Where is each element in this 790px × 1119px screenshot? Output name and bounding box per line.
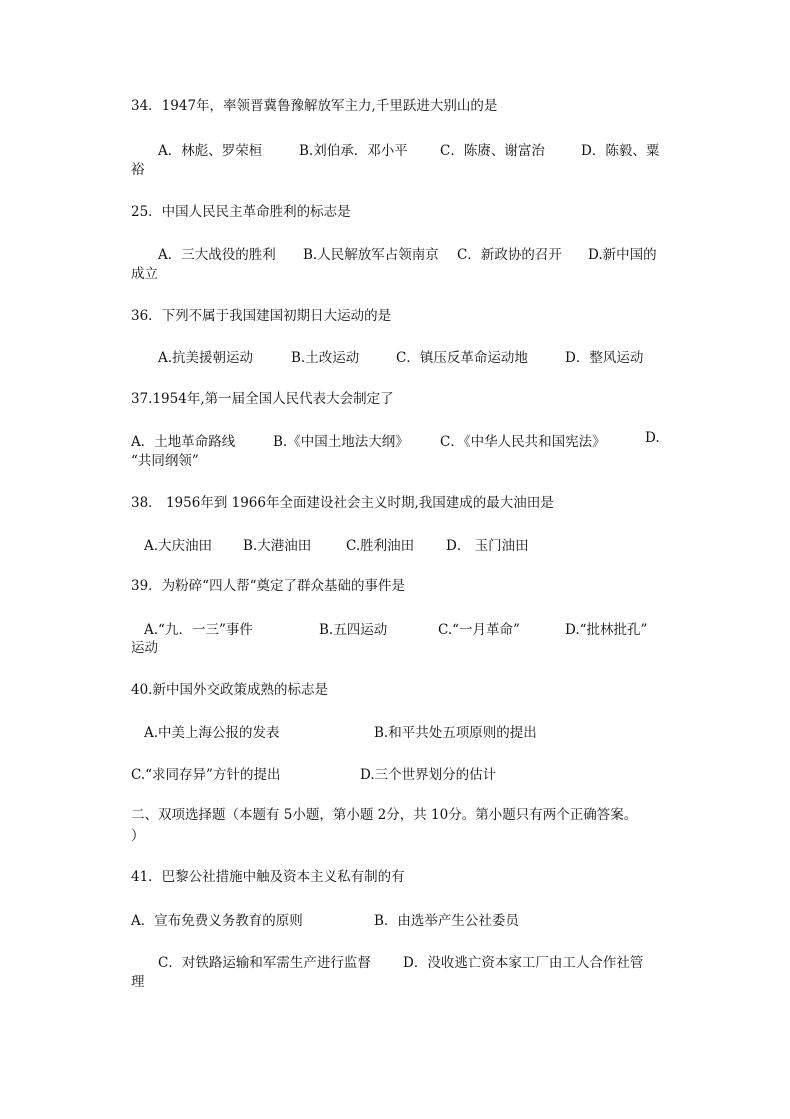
question-40-stem: 40.新中国外交政策成熟的标志是 xyxy=(131,682,328,698)
option-b: B．由选举产生公社委员 xyxy=(374,913,519,929)
question-37-stem: 37.1954年,第一届全国人民代表大会制定了 xyxy=(131,391,394,407)
option-b: B.和平共处五项原则的提出 xyxy=(374,725,537,741)
option-a: A.大庆油田 xyxy=(144,538,213,554)
section-2-title-wrap: ） xyxy=(131,828,145,844)
option-b: B.大港油田 xyxy=(243,538,312,554)
option-b: B.《中国土地法大纲》 xyxy=(273,434,409,450)
option-c: C.“求同存异”方针的提出 xyxy=(131,767,281,783)
option-d: D．陈毅、粟 xyxy=(581,143,660,159)
question-40-options-row2 xyxy=(0,763,790,783)
question-34-options xyxy=(0,139,790,159)
question-34-stem: 34．1947年，率领晋冀鲁豫解放军主力,千里跃进大别山的是 xyxy=(131,98,498,114)
option-d: D．没收逃亡资本家工厂由工人合作社管 xyxy=(403,955,644,971)
question-38-stem: 38． 1956年到 1966年全面建设社会主义时期,我国建成的最大油田是 xyxy=(131,495,554,511)
option-b: B.五四运动 xyxy=(319,622,388,638)
question-34-wrap: 裕 xyxy=(131,162,145,178)
question-36-stem: 36．下列不属于我国建国初期日大运动的是 xyxy=(131,308,392,324)
option-d: D.“批林批孔” xyxy=(565,622,648,638)
option-b: B.土改运动 xyxy=(291,350,360,366)
option-c: C.“一月革命” xyxy=(438,622,520,638)
option-b: B.刘伯承．邓小平 xyxy=(299,143,408,159)
question-38-options xyxy=(0,534,790,554)
option-c: C．陈赓、谢富治 xyxy=(440,143,545,159)
option-d: D. xyxy=(645,430,660,446)
option-a: A．宣布免费义务教育的原则 xyxy=(131,913,303,929)
question-39-stem: 39．为粉碎“四人帮“奠定了群众基础的事件是 xyxy=(131,578,405,594)
option-a: A．三大战役的胜利 xyxy=(158,247,276,263)
question-37-wrap: “共同纲领” xyxy=(131,453,199,469)
option-a: A.抗美援朝运动 xyxy=(158,350,254,366)
question-41-options-row2 xyxy=(0,951,790,971)
question-39-wrap: 运动 xyxy=(131,640,158,656)
question-25-options xyxy=(0,243,790,263)
question-25-wrap: 成立 xyxy=(131,266,158,282)
option-c: C．《中华人民共和国宪法》 xyxy=(440,434,606,450)
question-37-options xyxy=(0,430,790,450)
option-b: B.人民解放军占领南京 xyxy=(303,247,439,263)
section-2-title: 二、双项选择题（本题有 5小题，第小题 2分，共 10分。第小题只有两个正确答案。 xyxy=(131,807,638,823)
option-c: C．镇压反革命运动地 xyxy=(396,350,528,366)
option-c: C．对铁路运输和军需生产进行监督 xyxy=(158,955,371,971)
question-40-options-row1 xyxy=(0,721,790,741)
question-36-options xyxy=(0,346,790,366)
question-41-stem: 41．巴黎公社措施中触及资本主义私有制的有 xyxy=(131,869,405,885)
option-d: D.新中国的 xyxy=(588,247,657,263)
option-d: D． 玉门油田 xyxy=(446,538,529,554)
option-d: D.三个世界划分的估计 xyxy=(360,767,497,783)
option-c: C．新政协的召开 xyxy=(457,247,562,263)
question-41-options-row1 xyxy=(0,909,790,929)
option-c: C.胜利油田 xyxy=(346,538,415,554)
question-25-stem: 25．中国人民民主革命胜利的标志是 xyxy=(131,204,351,220)
option-a: A.“九．一三”事件 xyxy=(144,622,253,638)
question-41-wrap: 理 xyxy=(131,974,145,990)
option-a: A．林彪、罗荣桓 xyxy=(158,143,263,159)
option-a: A.中美上海公报的发表 xyxy=(144,725,280,741)
option-d: D．整风运动 xyxy=(565,350,644,366)
question-39-options xyxy=(0,618,790,638)
option-a: A．土地革命路线 xyxy=(131,434,236,450)
